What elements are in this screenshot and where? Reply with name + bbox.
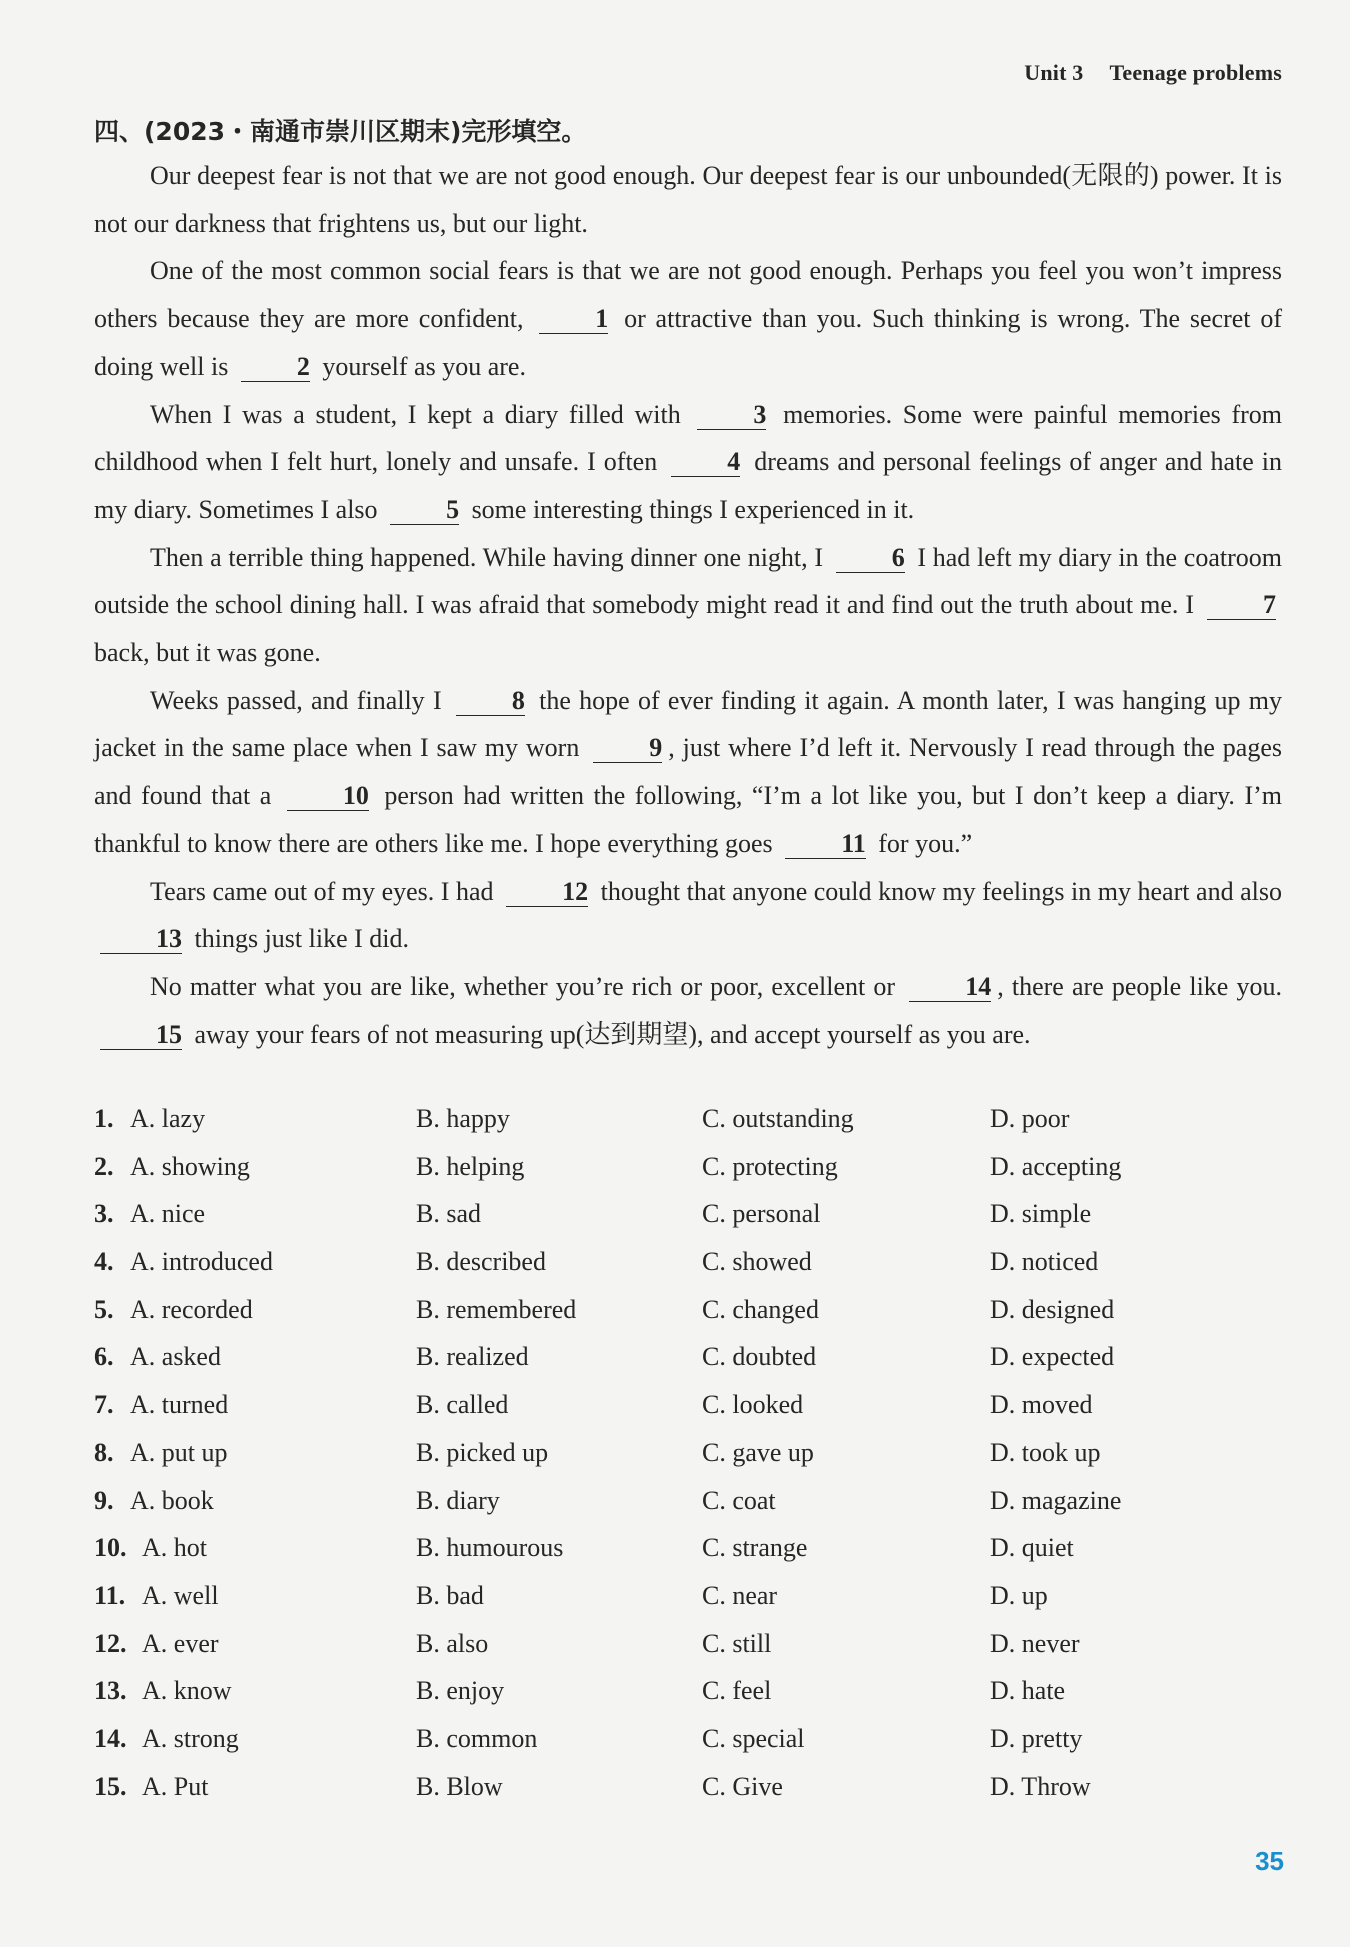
option-d: D. magazine xyxy=(990,1485,1122,1515)
option-c: C. showed xyxy=(702,1247,812,1277)
question-row xyxy=(94,1629,1282,1677)
passage-paragraph xyxy=(94,152,1282,247)
passage-text: memories. Some were painful memories from childhood when I felt hurt, lonely and unsafe. I often xyxy=(94,399,1283,477)
passage-paragraph xyxy=(94,391,1282,534)
blank-7: 7 xyxy=(1207,591,1276,620)
option-a: A. Put xyxy=(142,1771,209,1801)
blank-6: 6 xyxy=(836,544,905,573)
question-number: 12. xyxy=(94,1628,127,1658)
passage-text: Tears came out of my eyes. I had xyxy=(150,876,501,906)
option-a: A. ever xyxy=(142,1628,219,1658)
question-number: 2. xyxy=(94,1151,114,1181)
passage-text: dreams and personal feelings of anger and hate in my diary. Sometimes I also xyxy=(94,447,1283,524)
option-d: D. hate xyxy=(990,1676,1066,1706)
option-c: C. personal xyxy=(702,1199,821,1229)
option-c: C. feel xyxy=(702,1676,772,1706)
passage-text: things just like I did. xyxy=(188,924,409,954)
question-number: 10. xyxy=(94,1533,127,1563)
question-row xyxy=(94,1724,1282,1772)
blank-5: 5 xyxy=(390,496,459,525)
passage-paragraph xyxy=(94,677,1282,868)
passage-text: away your fears of not measuring up(达到期望), and accept yourself as you are. xyxy=(188,1019,1031,1049)
question-number: 15. xyxy=(94,1771,127,1801)
blank-12: 12 xyxy=(506,878,588,907)
option-a: A. strong xyxy=(142,1723,239,1753)
blank-4: 4 xyxy=(671,448,740,477)
option-d: D. accepting xyxy=(990,1151,1122,1181)
blank-2: 2 xyxy=(241,353,310,382)
question-number: 13. xyxy=(94,1676,127,1706)
blank-15: 15 xyxy=(100,1021,182,1050)
option-c: C. near xyxy=(702,1580,778,1610)
question-row xyxy=(94,1581,1282,1629)
passage-text: , there are people like you. xyxy=(997,971,1282,1001)
option-c: C. outstanding xyxy=(702,1104,854,1133)
blank-13: 13 xyxy=(100,925,182,954)
option-a: A. know xyxy=(142,1676,232,1706)
option-d: D. moved xyxy=(990,1390,1093,1420)
option-b: B. Blow xyxy=(416,1771,503,1801)
option-b: B. bad xyxy=(416,1580,484,1610)
cloze-passage xyxy=(94,152,1282,1058)
question-number: 14. xyxy=(94,1723,127,1753)
option-a: A. asked xyxy=(130,1342,221,1372)
question-row xyxy=(94,1676,1282,1724)
option-c: C. strange xyxy=(702,1533,808,1563)
option-a: A. well xyxy=(142,1580,219,1610)
option-c: C. Give xyxy=(702,1771,783,1801)
section-title: 四、(2023・南通市崇川区期末)完形填空。 xyxy=(94,117,587,146)
passage-text: or attractive than you. Such thinking is wrong. The secret of doing well is xyxy=(94,304,1282,381)
passage-text: person had written the following, “I’m a lot like you, but I don’t keep a diary. I’m thankful to know there are others like me. I hope everything goes xyxy=(94,781,1282,858)
option-b: B. humourous xyxy=(416,1533,564,1563)
option-a: A. book xyxy=(130,1485,214,1515)
option-d: D. expected xyxy=(990,1342,1115,1372)
blank-10: 10 xyxy=(287,782,369,811)
option-a: A. hot xyxy=(142,1533,207,1563)
option-d: D. took up xyxy=(990,1437,1101,1467)
page-number: 35 xyxy=(1255,1846,1284,1876)
option-c: C. looked xyxy=(702,1390,804,1420)
question-row xyxy=(94,1247,1282,1295)
passage-paragraph xyxy=(94,534,1282,677)
passage-text: Our deepest fear is not that we are not good enough. Our deepest fear is our unbounded(无限的) power. It is not our darkness that frightens us, but our light. xyxy=(94,161,1282,238)
option-b: B. realized xyxy=(416,1342,529,1372)
passage-text: thought that anyone could know my feelings in my heart and also xyxy=(594,876,1282,906)
option-a: A. nice xyxy=(130,1199,206,1229)
option-d: D. never xyxy=(990,1628,1080,1658)
passage-text: Then a terrible thing happened. While having dinner one night, I xyxy=(150,542,830,572)
question-number: 4. xyxy=(94,1247,114,1277)
unit-topic: Teenage problems xyxy=(1109,60,1282,85)
blank-1: 1 xyxy=(539,305,608,334)
question-number: 8. xyxy=(94,1437,114,1467)
question-row xyxy=(94,1390,1282,1438)
option-d: D. poor xyxy=(990,1104,1070,1133)
question-row xyxy=(94,1486,1282,1534)
question-number: 5. xyxy=(94,1294,114,1324)
option-b: B. called xyxy=(416,1390,509,1420)
question-number: 1. xyxy=(94,1104,114,1133)
unit-label: Unit 3 xyxy=(1024,60,1084,85)
question-row xyxy=(94,1533,1282,1581)
passage-text: back, but it was gone. xyxy=(94,638,321,668)
question-number: 11. xyxy=(94,1580,126,1610)
option-d: D. quiet xyxy=(990,1533,1074,1563)
option-b: B. sad xyxy=(416,1199,481,1229)
question-row xyxy=(94,1199,1282,1247)
option-b: B. common xyxy=(416,1723,538,1753)
option-c: C. changed xyxy=(702,1294,819,1324)
blank-8: 8 xyxy=(456,687,525,716)
passage-text: Weeks passed, and finally I xyxy=(150,685,450,715)
blank-14: 14 xyxy=(909,973,991,1002)
option-d: D. Throw xyxy=(990,1771,1091,1801)
option-b: B. remembered xyxy=(416,1294,577,1324)
passage-text: the hope of ever finding it again. A month later, I was hanging up my jacket in the same place when I saw my worn xyxy=(94,685,1282,763)
passage-paragraph xyxy=(94,963,1282,1058)
option-a: A. lazy xyxy=(130,1104,206,1133)
page-header xyxy=(1024,60,1282,86)
option-c: C. doubted xyxy=(702,1342,817,1372)
question-row xyxy=(94,1152,1282,1200)
option-d: D. designed xyxy=(990,1294,1115,1324)
option-b: B. enjoy xyxy=(416,1676,505,1706)
option-c: C. gave up xyxy=(702,1437,814,1467)
question-number: 9. xyxy=(94,1485,114,1515)
passage-text: some interesting things I experienced in it. xyxy=(465,494,915,524)
option-d: D. up xyxy=(990,1580,1048,1610)
option-c: C. special xyxy=(702,1723,805,1753)
option-b: B. diary xyxy=(416,1485,500,1515)
option-b: B. described xyxy=(416,1247,546,1277)
passage-text: yourself as you are. xyxy=(315,351,526,381)
option-b: B. picked up xyxy=(416,1437,549,1467)
question-row xyxy=(94,1772,1282,1820)
question-row xyxy=(94,1104,1282,1152)
option-a: A. recorded xyxy=(130,1294,253,1324)
question-row xyxy=(94,1295,1282,1343)
option-d: D. pretty xyxy=(990,1723,1083,1753)
option-a: A. turned xyxy=(130,1390,229,1420)
question-number: 6. xyxy=(94,1342,114,1372)
blank-3: 3 xyxy=(697,401,766,430)
option-c: C. still xyxy=(702,1628,772,1658)
option-a: A. introduced xyxy=(130,1247,273,1277)
question-number: 7. xyxy=(94,1390,114,1420)
option-c: C. coat xyxy=(702,1485,776,1515)
passage-text: I had left my diary in the coatroom outside the school dining hall. I was afraid that somebody might read it and find out the truth about me. I xyxy=(94,542,1282,620)
question-row xyxy=(94,1438,1282,1486)
passage-text: , just where I’d left it. Nervously I read through the pages and found that a xyxy=(94,733,1283,811)
blank-9: 9 xyxy=(593,734,662,763)
option-a: A. showing xyxy=(130,1151,250,1181)
passage-text: for you.” xyxy=(871,828,973,858)
passage-text: One of the most common social fears is that we are not good enough. Perhaps you feel you won’t impress others because they are more confident, xyxy=(94,256,1282,334)
option-d: D. noticed xyxy=(990,1247,1099,1277)
option-b: B. helping xyxy=(416,1151,525,1181)
blank-11: 11 xyxy=(785,830,866,859)
passage-text: When I was a student, I kept a diary filled with xyxy=(150,399,692,429)
option-b: B. also xyxy=(416,1628,489,1658)
passage-paragraph xyxy=(94,247,1282,390)
option-a: A. put up xyxy=(130,1437,228,1467)
option-d: D. simple xyxy=(990,1199,1092,1229)
question-row xyxy=(94,1342,1282,1390)
question-number: 3. xyxy=(94,1199,114,1229)
passage-text: No matter what you are like, whether you’re rich or poor, excellent or xyxy=(150,971,904,1001)
option-b: B. happy xyxy=(416,1104,510,1133)
passage-paragraph xyxy=(94,868,1282,963)
option-c: C. protecting xyxy=(702,1151,838,1181)
options-list xyxy=(94,1104,1282,1819)
